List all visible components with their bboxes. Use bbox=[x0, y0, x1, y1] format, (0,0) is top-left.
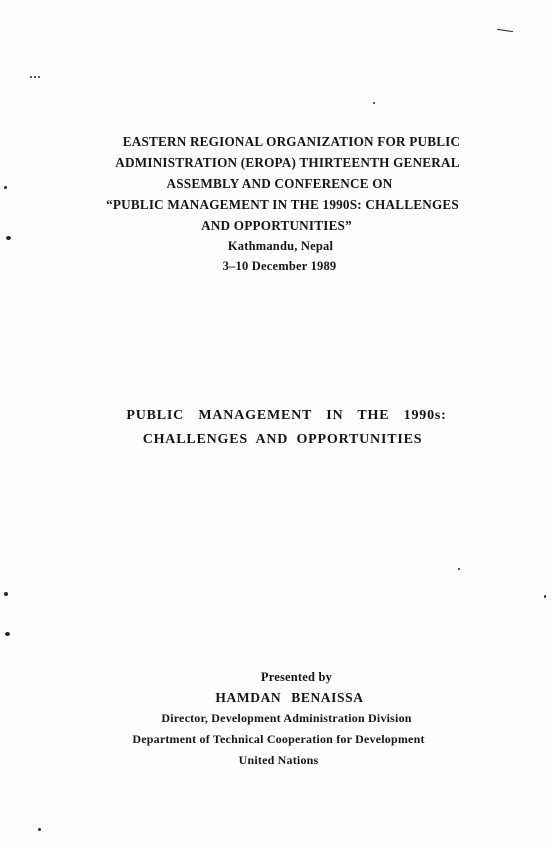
scan-speck bbox=[30, 76, 32, 78]
presenter-position: Director, Development Administration Division bbox=[161, 711, 412, 725]
paper-title-line-1: PUBLIC MANAGEMENT IN THE 1990s: bbox=[126, 408, 447, 423]
conference-line-4: “PUBLIC MANAGEMENT IN THE 1990S: CHALLENGES bbox=[106, 197, 459, 212]
paper-title-line-2: CHALLENGES AND OPPORTUNITIES bbox=[142, 432, 423, 447]
scan-speck bbox=[373, 102, 375, 104]
presenter-organization: United Nations bbox=[238, 753, 319, 767]
conference-line-2: ADMINISTRATION (EROPA) THIRTEENTH GENERAL bbox=[115, 155, 460, 170]
presenter-name: HAMDAN BENAISSA bbox=[215, 690, 364, 705]
conference-line-3: ASSEMBLY AND CONFERENCE ON bbox=[166, 176, 393, 191]
presenter-block bbox=[0, 667, 551, 771]
scan-speck bbox=[34, 76, 36, 78]
scan-speck bbox=[6, 236, 11, 240]
conference-header bbox=[0, 131, 551, 276]
scan-speck bbox=[544, 595, 546, 598]
conference-dates: 3–10 December 1989 bbox=[222, 259, 337, 273]
scan-speck bbox=[458, 568, 460, 570]
paper-title bbox=[0, 404, 551, 452]
presenter-department: Department of Technical Cooperation for Development bbox=[132, 732, 425, 746]
scan-speck bbox=[5, 632, 10, 636]
scan-speck bbox=[4, 592, 8, 596]
scan-speck bbox=[38, 828, 41, 831]
conference-location: Kathmandu, Nepal bbox=[227, 239, 334, 253]
scan-speck bbox=[4, 186, 7, 189]
scan-speck bbox=[497, 29, 513, 32]
presented-by-label: Presented by bbox=[260, 670, 333, 684]
scan-speck bbox=[38, 76, 40, 78]
conference-line-5: AND OPPORTUNITIES” bbox=[201, 218, 352, 233]
conference-line-1: EASTERN REGIONAL ORGANIZATION FOR PUBLIC bbox=[122, 134, 461, 149]
